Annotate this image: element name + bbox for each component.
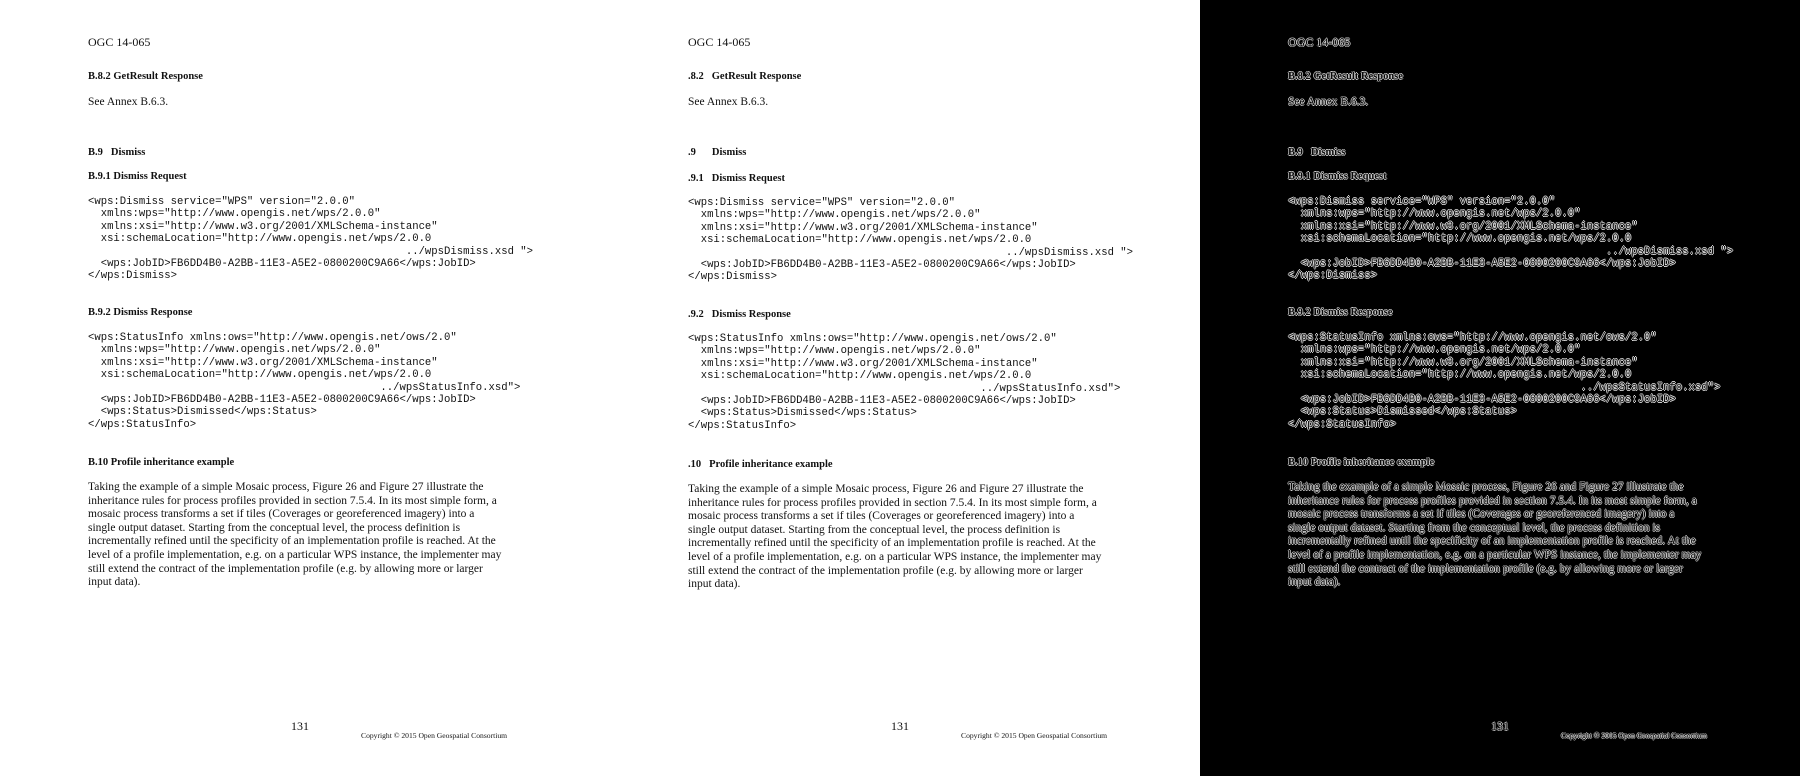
document-page-right-edge-view [1200,0,1800,776]
heading-b91: B.9.1 Dismiss Request [88,171,187,182]
heading-b91: B.9.1 Dismiss Request [1288,171,1387,182]
code-dismiss-request: <wps:Dismiss service="WPS" version="2.0.0" xmlns:wps="http://www.opengis.net/wps/2.0.0" xmlns:xsi="http://www.w3.org/2001/XMLSchema-instance" xsi:schemaLocation="http://www.opengis.net/wps/2.0.0 ../wpsDismiss.xsd "> <wps:JobID>FB6DD4B0-A2BB-11E3-A5E2-0800200C9A66</wps:JobID> </wps:Dismiss> [1288,196,1734,283]
page-number: 131 [891,719,909,733]
heading-b10: .10 Profile inheritance example [688,459,833,470]
profile-paragraph: Taking the example of a simple Mosaic process, Figure 26 and Figure 27 illustrate the inheritance rules for process profiles provided in section 7.5.4. In its most simple form, a mosaic process transforms a set if tiles (Coverages or georeferenced imagery) into a single output dataset. Starting from the conceptual level, the process definition is incrementally refined until the specificity of an implementation profile is reached. At the level of a profile implementation, e.g. on a particular WPS instance, the implementer may still extend the contract of the implementation profile (e.g. by allowing more or larger input data). [1288,481,1702,589]
heading-b92: B.9.2 Dismiss Response [88,307,193,318]
document-page-middle [600,0,1200,776]
copyright-footer: Copyright © 2015 Open Geospatial Consortium [1561,731,1708,740]
heading-b92: .9.2 Dismiss Response [688,309,791,320]
heading-b10: B.10 Profile inheritance example [88,457,235,468]
heading-b10: B.10 Profile inheritance example [1288,457,1435,468]
profile-paragraph: Taking the example of a simple Mosaic process, Figure 26 and Figure 27 illustrate the inheritance rules for process profiles provided in section 7.5.4. In its most simple form, a mosaic process transforms a set if tiles (Coverages or georeferenced imagery) into a single output dataset. Starting from the conceptual level, the process definition is incrementally refined until the specificity of an implementation profile is reached. At the level of a profile implementation, e.g. on a particular WPS instance, the implementer may still extend the contract of the implementation profile (e.g. by allowing more or larger input data). [88,481,502,589]
copyright-footer: Copyright © 2015 Open Geospatial Consortium [361,731,508,740]
profile-paragraph: Taking the example of a simple Mosaic process, Figure 26 and Figure 27 illustrate the inheritance rules for process profiles provided in section 7.5.4. In its most simple form, a mosaic process transforms a set if tiles (Coverages or georeferenced imagery) into a single output dataset. Starting from the conceptual level, the process definition is incrementally refined until the specificity of an implementation profile is reached. At the level of a profile implementation, e.g. on a particular WPS instance, the implementer may still extend the contract of the implementation profile (e.g. by allowing more or larger input data). [688,483,1102,591]
annex-reference: See Annex B.6.3. [88,96,169,108]
code-dismiss-response: <wps:StatusInfo xmlns:ows="http://www.opengis.net/ows/2.0" xmlns:wps="http://www.opengis.net/wps/2.0.0" xmlns:xsi="http://www.w3.org/2001/XMLSchema-instance" xsi:schemaLocation="http://www.opengis.net/wps/2.0.0 ../wpsStatusInfo.xsd"> <wps:JobID>FB6DD4B0-A2BB-11E3-A5E2-0800200C9A66</wps:JobID> <wps:Status>Dismissed</wps:Status> </wps:StatusInfo> [1288,332,1721,431]
copyright-footer: Copyright © 2015 Open Geospatial Consortium [961,731,1108,740]
heading-b9: B.9 Dismiss [1288,147,1346,158]
code-dismiss-response: <wps:StatusInfo xmlns:ows="http://www.opengis.net/ows/2.0" xmlns:wps="http://www.opengis.net/wps/2.0.0" xmlns:xsi="http://www.w3.org/2001/XMLSchema-instance" xsi:schemaLocation="http://www.opengis.net/wps/2.0.0 ../wpsStatusInfo.xsd"> <wps:JobID>FB6DD4B0-A2BB-11E3-A5E2-0800200C9A66</wps:JobID> <wps:Status>Dismissed</wps:Status> </wps:StatusInfo> [88,332,521,431]
heading-b91: .9.1 Dismiss Request [688,173,785,184]
heading-b9: .9 Dismiss [688,147,747,158]
heading-b82: B.8.2 GetResult Response [1288,71,1403,82]
heading-b82: .8.2 GetResult Response [688,71,802,82]
annex-reference: See Annex B.6.3. [688,96,769,108]
code-dismiss-request: <wps:Dismiss service="WPS" version="2.0.0" xmlns:wps="http://www.opengis.net/wps/2.0.0" xmlns:xsi="http://www.w3.org/2001/XMLSchema-instance" xsi:schemaLocation="http://www.opengis.net/wps/2.0.0 ../wpsDismiss.xsd "> <wps:JobID>FB6DD4B0-A2BB-11E3-A5E2-0800200C9A66</wps:JobID> </wps:Dismiss> [88,196,534,283]
page-header: OGC 14-065 [1288,35,1351,49]
page-header: OGC 14-065 [688,35,751,49]
code-dismiss-response: <wps:StatusInfo xmlns:ows="http://www.opengis.net/ows/2.0" xmlns:wps="http://www.opengis.net/wps/2.0.0" xmlns:xsi="http://www.w3.org/2001/XMLSchema-instance" xsi:schemaLocation="http://www.opengis.net/wps/2.0.0 ../wpsStatusInfo.xsd"> <wps:JobID>FB6DD4B0-A2BB-11E3-A5E2-0800200C9A66</wps:JobID> <wps:Status>Dismissed</wps:Status> </wps:StatusInfo> [688,333,1121,432]
heading-b82: B.8.2 GetResult Response [88,71,203,82]
document-page-left [0,0,600,776]
page-number: 131 [291,719,309,733]
heading-b92: B.9.2 Dismiss Response [1288,307,1393,318]
page-header: OGC 14-065 [88,35,151,49]
code-dismiss-request: <wps:Dismiss service="WPS" version="2.0.0" xmlns:wps="http://www.opengis.net/wps/2.0.0" xmlns:xsi="http://www.w3.org/2001/XMLSchema-instance" xsi:schemaLocation="http://www.opengis.net/wps/2.0.0 ../wpsDismiss.xsd "> <wps:JobID>FB6DD4B0-A2BB-11E3-A5E2-0800200C9A66</wps:JobID> </wps:Dismiss> [688,197,1134,284]
annex-reference: See Annex B.6.3. [1288,96,1369,108]
heading-b9: B.9 Dismiss [88,147,146,158]
page-number: 131 [1491,719,1509,733]
